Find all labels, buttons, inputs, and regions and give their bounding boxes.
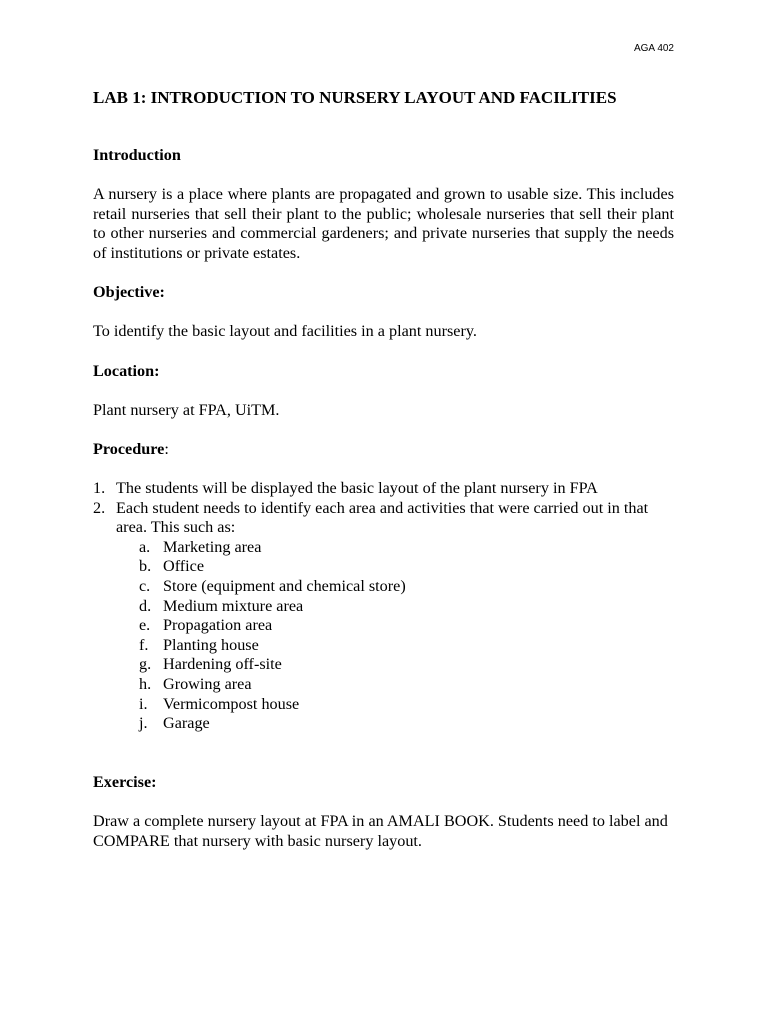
procedure-step [93, 499, 674, 538]
course-code: AGA 402 [633, 43, 674, 54]
procedure-steps [93, 479, 674, 538]
area-item [139, 597, 674, 617]
area-letter: c. [139, 577, 151, 596]
area-letter: b. [139, 557, 152, 576]
step-text: Each student needs to identify each area and activities that were carried out in that area. This such as: [116, 498, 649, 537]
area-text: Propagation area [163, 616, 273, 635]
area-text: Marketing area [163, 537, 262, 556]
area-text: Vermicompost house [163, 694, 300, 713]
location-section [93, 362, 674, 421]
nursery-area-list [93, 538, 674, 734]
area-item [139, 675, 674, 695]
area-text: Hardening off-site [163, 655, 282, 674]
area-item [139, 577, 674, 597]
procedure-heading-colon: : [164, 439, 169, 458]
location-heading: Location: [93, 361, 160, 380]
procedure-step [93, 479, 674, 499]
area-letter: j. [139, 714, 148, 733]
area-item [139, 655, 674, 675]
exercise-text: Draw a complete nursery layout at FPA in an AMALI BOOK. Students need to label and COMPARE that nursery with basic nursery layout. [93, 812, 668, 850]
step-number: 1. [93, 479, 106, 498]
area-text: Growing area [163, 675, 252, 694]
objective-section [93, 283, 674, 342]
area-item [139, 695, 674, 715]
area-letter: i. [139, 694, 148, 713]
step-number: 2. [93, 498, 106, 517]
area-item [139, 557, 674, 577]
step-text: The students will be displayed the basic layout of the plant nursery in FPA [116, 479, 598, 498]
objective-text: To identify the basic layout and facilities in a plant nursery. [93, 322, 477, 341]
procedure-heading-label: Procedure [93, 439, 165, 458]
area-item [139, 636, 674, 656]
area-item [139, 538, 674, 558]
objective-heading: Objective: [93, 283, 165, 302]
introduction-section [93, 146, 674, 264]
introduction-text: A nursery is a place where plants are propagated and grown to usable size. This includes retail nurseries that sell their plant to the public; wholesale nurseries that sell their plant to other nurseries and commercial gardeners; and private nurseries that supply the needs of institutions or private estates. [93, 185, 674, 262]
procedure-section [93, 440, 674, 734]
area-letter: e. [139, 616, 151, 635]
area-item [139, 616, 674, 636]
area-item [139, 714, 674, 734]
area-letter: a. [139, 537, 151, 556]
area-letter: g. [139, 655, 152, 674]
location-text: Plant nursery at FPA, UiTM. [93, 400, 280, 419]
exercise-heading: Exercise: [93, 773, 157, 791]
area-text: Planting house [163, 635, 259, 654]
document-body [93, 146, 674, 851]
area-text: Office [163, 557, 205, 576]
area-letter: f. [139, 635, 149, 654]
exercise-section [93, 773, 674, 851]
introduction-heading: Introduction [93, 146, 181, 164]
area-letter: h. [139, 675, 152, 694]
procedure-heading [93, 440, 674, 460]
area-text: Store (equipment and chemical store) [163, 577, 406, 596]
page-title: LAB 1: INTRODUCTION TO NURSERY LAYOUT AND FACILITIES [93, 88, 617, 107]
area-letter: d. [139, 596, 152, 615]
area-text: Garage [163, 714, 210, 733]
area-text: Medium mixture area [163, 596, 304, 615]
